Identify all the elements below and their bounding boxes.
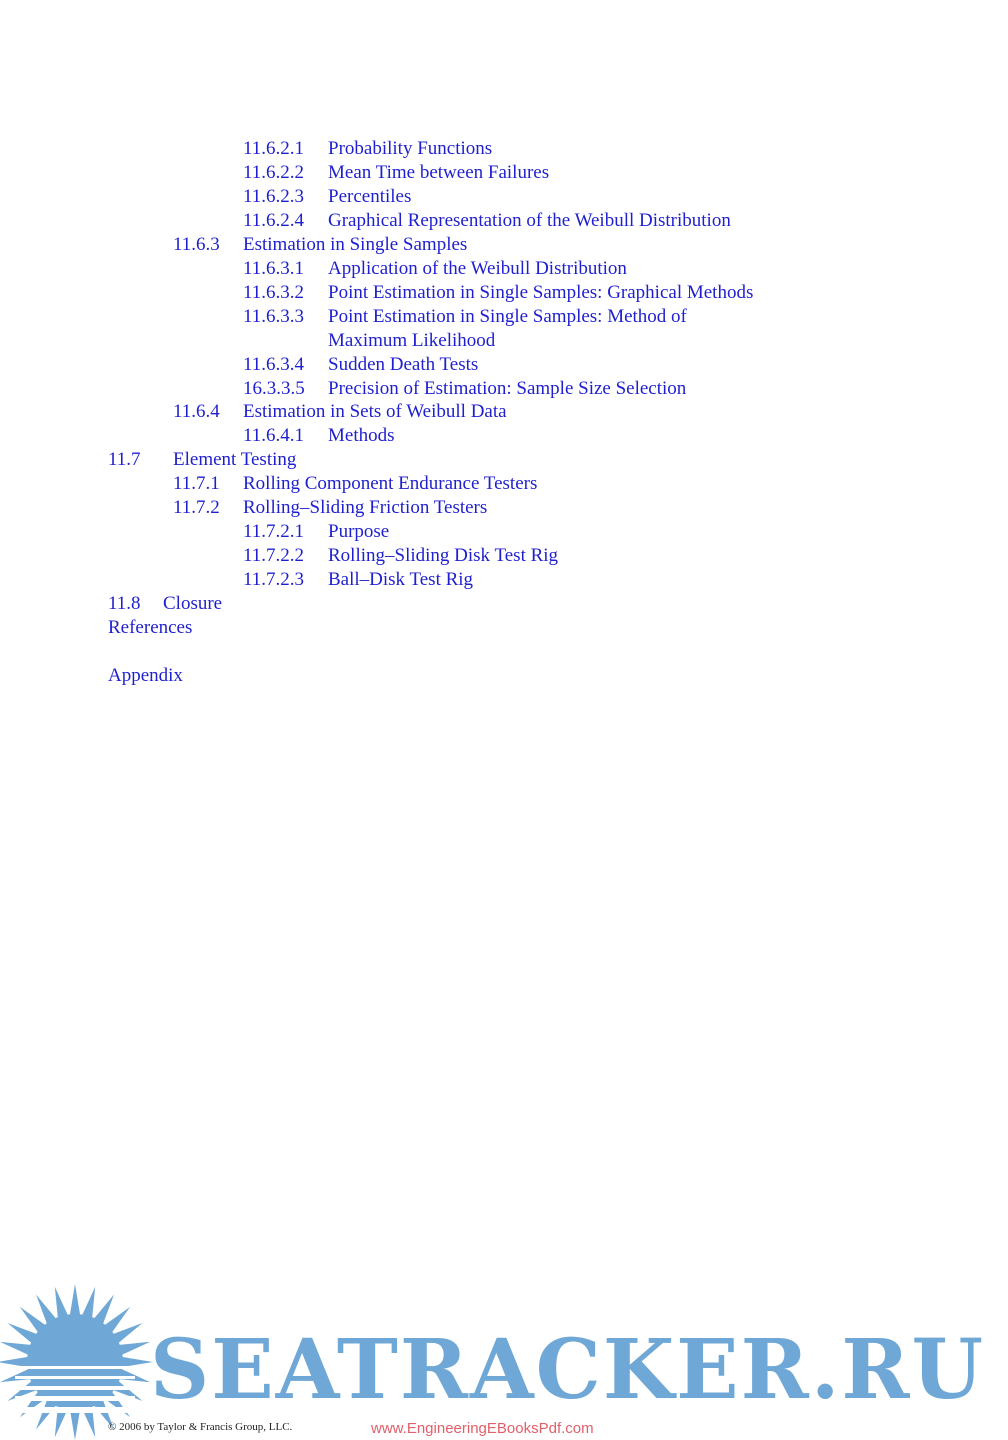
toc-number: 11.7.2.2 xyxy=(243,545,305,566)
toc-title: Rolling Component Endurance Testers xyxy=(243,473,538,494)
toc-title: Graphical Representation of the Weibull Distribution xyxy=(328,210,731,231)
toc-number: 11.6.2.3 xyxy=(243,186,305,207)
toc-title: Estimation in Sets of Weibull Data xyxy=(243,401,507,422)
toc-number: 11.7 xyxy=(108,449,141,470)
toc-number: 11.6.3.4 xyxy=(243,354,305,375)
toc-title: Ball–Disk Test Rig xyxy=(328,569,474,590)
toc-title: Rolling–Sliding Friction Testers xyxy=(243,497,488,518)
toc-title: Appendix xyxy=(108,665,183,686)
toc-title: Methods xyxy=(328,425,395,446)
toc-title: Closure xyxy=(163,593,223,614)
toc-number: 11.6.4.1 xyxy=(243,425,305,446)
toc-title: Estimation in Single Samples xyxy=(243,234,468,255)
toc-number: 11.7.2.3 xyxy=(243,569,305,590)
toc-title: Probability Functions xyxy=(328,138,493,159)
toc-number: 11.8 xyxy=(108,593,141,614)
copyright-notice: © 2006 by Taylor & Francis Group, LLC. xyxy=(108,1421,293,1433)
toc-number: 11.7.1 xyxy=(173,473,220,494)
toc-number: 11.6.2.2 xyxy=(243,162,305,183)
toc-number: 11.6.3.2 xyxy=(243,282,305,303)
toc-number: 11.6.3 xyxy=(173,234,220,255)
toc-number: 11.6.2.4 xyxy=(243,210,305,231)
toc-title: Element Testing xyxy=(173,449,297,470)
watermark-text: SEATRACKER.RU xyxy=(150,1322,986,1418)
toc-title: Application of the Weibull Distribution xyxy=(328,258,627,279)
toc-title: Point Estimation in Single Samples: Method of xyxy=(328,306,687,327)
toc-title: Purpose xyxy=(328,521,390,542)
source-url[interactable]: www.EngineeringEBooksPdf.com xyxy=(371,1420,594,1437)
toc-title: Precision of Estimation: Sample Size Selection xyxy=(328,378,687,399)
toc-title-continuation: Maximum Likelihood xyxy=(328,330,496,351)
toc-number: 11.6.4 xyxy=(173,401,220,422)
toc-number: 16.3.3.5 xyxy=(243,378,305,399)
toc-title: References xyxy=(108,617,193,638)
toc-title: Sudden Death Tests xyxy=(328,354,479,375)
toc-title: Point Estimation in Single Samples: Graphical Methods xyxy=(328,282,754,303)
toc-number: 11.7.2 xyxy=(173,497,220,518)
toc-number: 11.6.2.1 xyxy=(243,138,305,159)
toc-number: 11.6.3.3 xyxy=(243,306,305,327)
toc-number: 11.6.3.1 xyxy=(243,258,305,279)
toc-title: Rolling–Sliding Disk Test Rig xyxy=(328,545,559,566)
toc-title: Percentiles xyxy=(328,186,412,207)
toc-number: 11.7.2.1 xyxy=(243,521,305,542)
toc-title: Mean Time between Failures xyxy=(328,162,550,183)
